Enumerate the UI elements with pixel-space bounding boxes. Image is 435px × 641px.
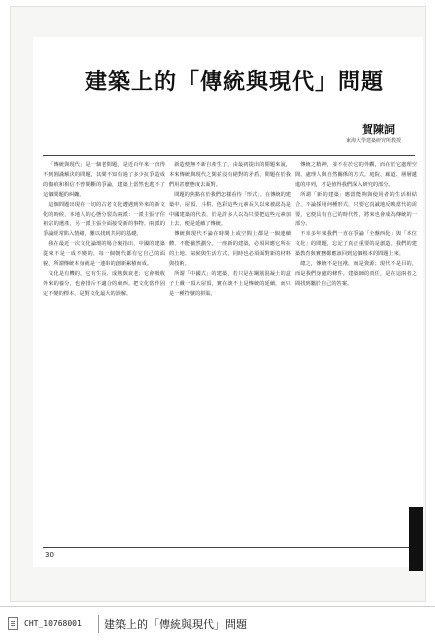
- paragraph: 總之，傳統不是包袱，而是資源；現代不是目的，而是我們身處的條件。建築師的責任，是在這兩者之間找到屬於自己的答案。: [295, 261, 417, 287]
- paragraph: 「傳統與現代」是一個老問題，是近百年來一直得不到圓滿解決的問題，其間不知有過了多少抗爭造成的傷痕和相信不曾間斷的爭論，建築上當然也逃不了這個問題的糾纏。: [43, 162, 165, 198]
- paragraph: 我在最近一次文化論壇的場合裏指出，中國的建築從來不是一成不變的，每一個朝代都有它自己的面貌，所謂傳統本身就是一連串的創新累積而成。: [43, 241, 165, 268]
- article-page: [33, 37, 423, 567]
- text-column-1: [43, 161, 165, 541]
- record-id: CHT_10768001: [24, 619, 82, 628]
- paragraph: 文化是有機的，它有生長、成熟與衰老；它會吸收外來的養分，也會排斥不適合的東西。把文化當作固定不變的標本，是對文化最大的誤解。: [43, 270, 165, 297]
- header-rule: [43, 155, 415, 156]
- paragraph: 新造便無不新自產生了。由最初提出的問題來說，本來傳統與現代之間並沒有絕對的矛盾，問題在於我們用甚麼態度去面對。: [169, 162, 291, 188]
- paragraph: 問題的焦點在於我們怎樣看待「形式」。在傳統的建築中，屋頂、斗栱、色彩這些元素長久以來被認為是中國建築的代表，於是許多人以為只要把這些元素加上去，便是延續了傳統。: [169, 191, 291, 228]
- paragraph: 傳統之精神，並不在於它的外觀，而在於它處理空間、處理人與自然關係的方式。庭院、廊道、層層遞進的序列，才是值得我們深入研究的部分。: [295, 162, 417, 188]
- text-column-3: [295, 161, 417, 541]
- page-number: 30: [45, 551, 54, 559]
- scanned-page: [10, 6, 426, 602]
- paragraph: 所謂「新的建築」應當能夠與使用者的生活相結合，不論採用何種形式，只要它真誠地反映當代的需要，它便具有自己的時代性，將來也會成為傳統的一部分。: [295, 191, 417, 228]
- scan-edge-strip: [409, 507, 423, 571]
- article-title: 建築上的「傳統與現代」問題: [85, 69, 385, 95]
- viewer-footer-bar: [0, 606, 435, 641]
- document-title-link[interactable]: 建築上的「傳統與現代」問題: [104, 618, 247, 631]
- paragraph: 傳統與現代不論在時間上或空間上都是一個連續體，不能截然劃分。一座新的建築，必須回應它所在的土地、氣候與生活方式，同時也必須面對新的材料與技術。: [169, 231, 291, 268]
- paragraph: 所謂「中國式」的建築，若只是在鋼筋混凝土的盒子上戴一頂大屋頂，實在談不上是傳統的延續，而只是一種符號的拼貼。: [169, 270, 291, 297]
- footer-divider: [98, 615, 99, 633]
- footer-rule: [43, 547, 415, 548]
- article-author: 賀陳詞: [362, 123, 395, 136]
- paragraph: 不幸多年來我們一直在爭論「全盤西化」與「本位文化」的問題，忘記了真正重要的是創造。我們的建築教育與實務都應該回到這個根本的問題上來。: [295, 231, 417, 258]
- text-column-2: [169, 161, 291, 541]
- document-icon[interactable]: [8, 617, 18, 630]
- author-affiliation: 東海大學建築研究所教授: [345, 138, 401, 144]
- paragraph: 這個問題出現在一切的古老文化遭遇到外來的新文化的時候，本地人的心態分裂為兩派：一派主張守住祖宗的遺產，另一派主張全面接受新的事物。兩派的爭論經常陷入情緒，難以找到共同的基礎。: [43, 201, 165, 238]
